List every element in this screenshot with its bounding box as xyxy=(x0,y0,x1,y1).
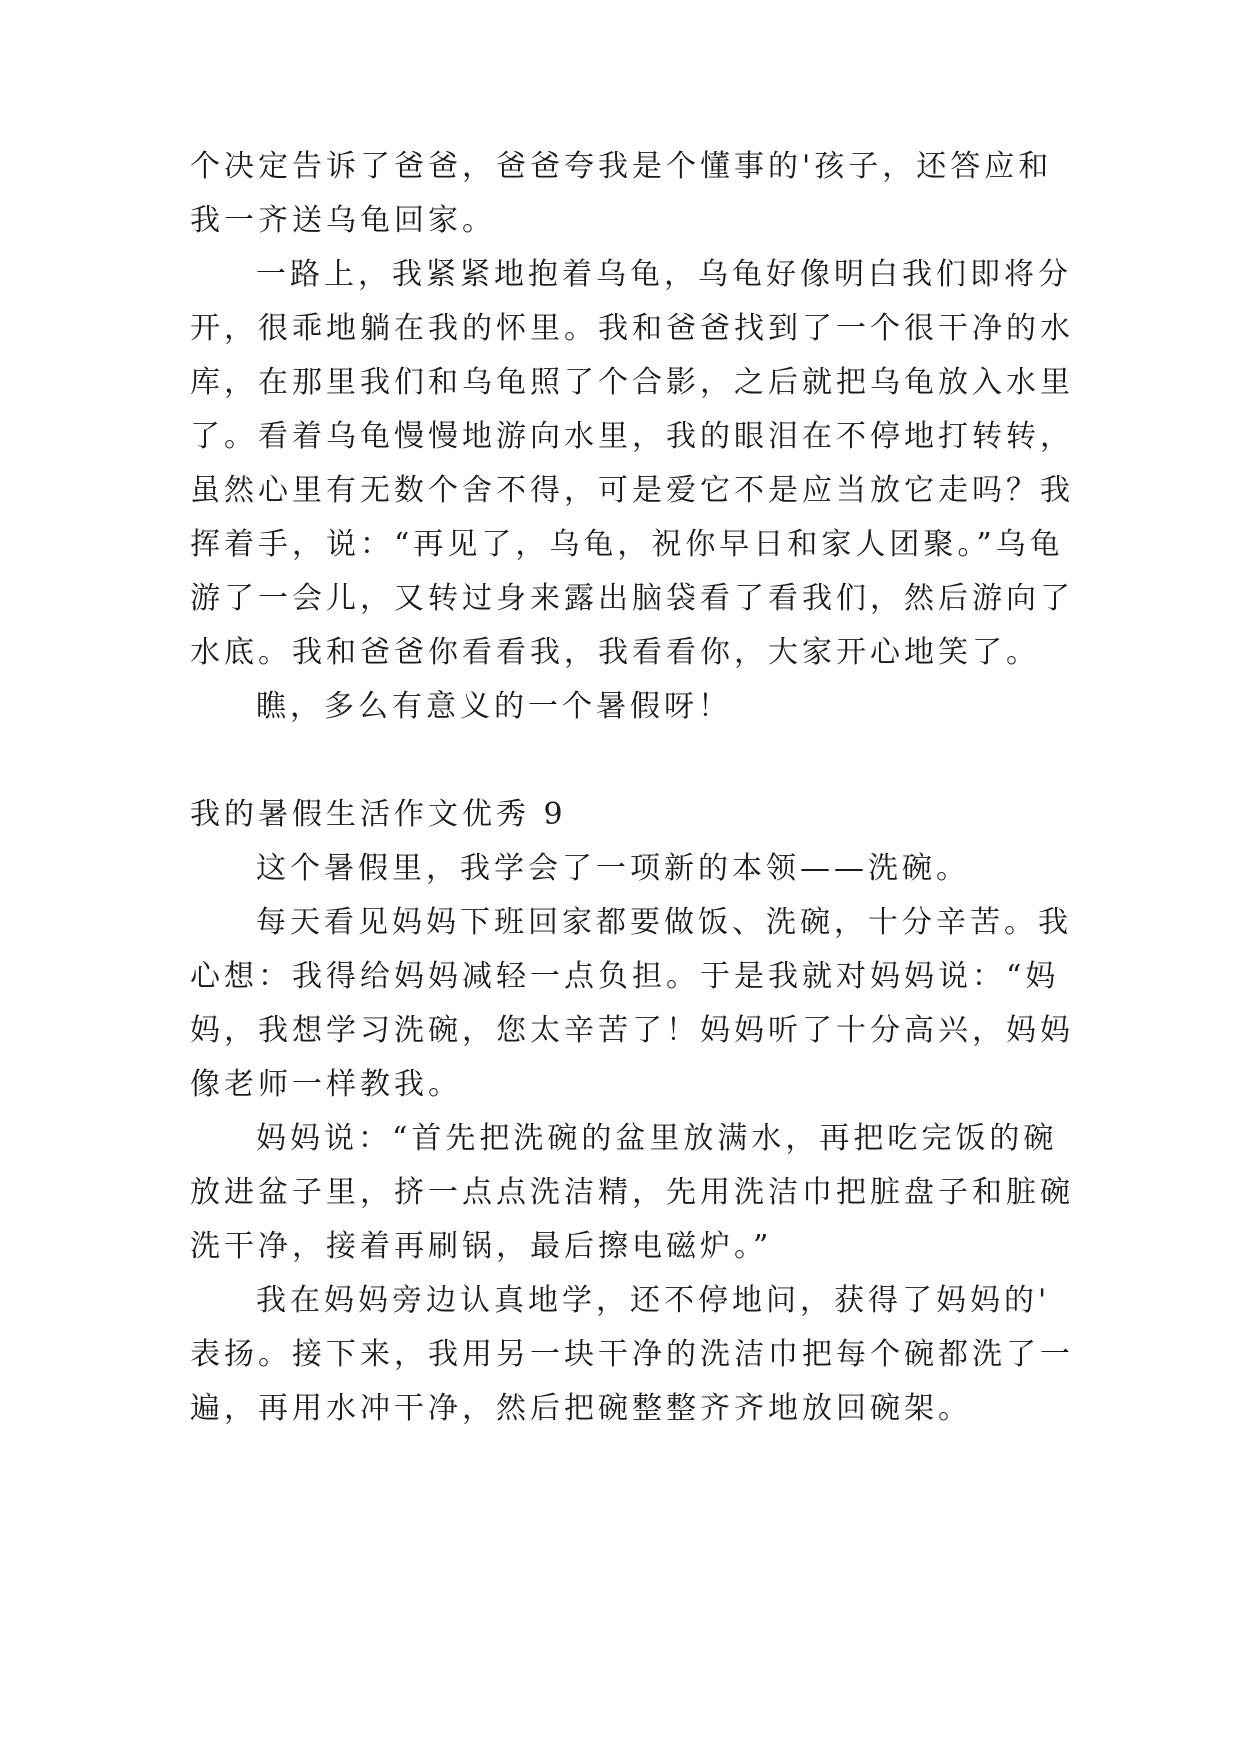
paragraph-line: 我一齐送乌龟回家。 xyxy=(190,203,496,238)
paragraph-line: 瞧，多么有意义的一个暑假呀！ xyxy=(256,689,732,724)
paragraph-line: 妈，我想学习洗碗，您太辛苦了！妈妈听了十分高兴，妈妈 xyxy=(190,1013,1074,1048)
paragraph-line: 库，在那里我们和乌龟照了个合影，之后就把乌龟放入水里 xyxy=(190,365,1074,400)
paragraph-line: 像老师一样教我。 xyxy=(190,1067,462,1102)
paragraph-line: 放进盆子里，挤一点点洗洁精，先用洗洁巾把脏盘子和脏碗 xyxy=(190,1175,1074,1210)
paragraph-line: 表扬。接下来，我用另一块干净的洗洁巾把每个碗都洗了一 xyxy=(190,1337,1074,1372)
paragraph-line: 水底。我和爸爸你看看我，我看看你，大家开心地笑了。 xyxy=(190,635,1040,670)
paragraph-line: 我在妈妈旁边认真地学，还不停地问，获得了妈妈的' xyxy=(256,1283,1051,1318)
paragraph-line: 每天看见妈妈下班回家都要做饭、洗碗，十分辛苦。我 xyxy=(256,905,1072,940)
paragraph-line: 心想：我得给妈妈减轻一点负担。于是我就对妈妈说：“妈 xyxy=(190,959,1060,994)
section-title: 我的暑假生活作文优秀 9 xyxy=(190,797,567,832)
paragraph-line: 了。看着乌龟慢慢地游向水里，我的眼泪在不停地打转转， xyxy=(190,419,1074,454)
paragraph-line: 一路上，我紧紧地抱着乌龟，乌龟好像明白我们即将分 xyxy=(256,257,1072,292)
paragraph-line: 妈妈说：“首先把洗碗的盆里放满水，再把吃完饭的碗 xyxy=(256,1121,1058,1156)
paragraph-line: 遍，再用水冲干净，然后把碗整整齐齐地放回碗架。 xyxy=(190,1391,972,1426)
paragraph-line: 这个暑假里，我学会了一项新的本领——洗碗。 xyxy=(256,851,970,886)
paragraph-line: 开，很乖地躺在我的怀里。我和爸爸找到了一个很干净的水 xyxy=(190,311,1074,346)
paragraph-line: 虽然心里有无数个舍不得，可是爱它不是应当放它走吗？我 xyxy=(190,473,1074,508)
paragraph-line: 洗干净，接着再刷锅，最后擦电磁炉。” xyxy=(190,1229,773,1264)
paragraph-line: 游了一会儿，又转过身来露出脑袋看了看我们，然后游向了 xyxy=(190,581,1074,616)
paragraph-line: 挥着手，说：“再见了，乌龟，祝你早日和家人团聚。”乌龟 xyxy=(190,527,1064,562)
paragraph-line: 个决定告诉了爸爸，爸爸夸我是个懂事的'孩子，还答应和 xyxy=(190,149,1053,184)
